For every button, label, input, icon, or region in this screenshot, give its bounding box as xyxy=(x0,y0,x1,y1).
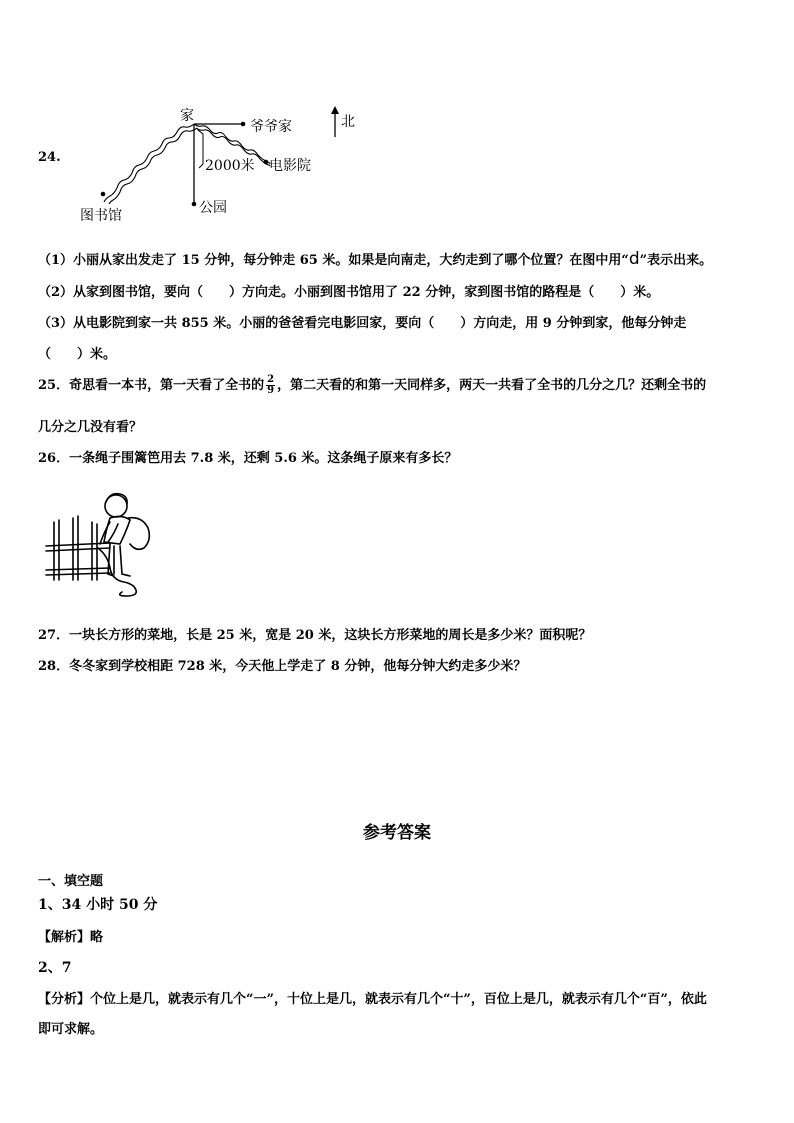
question-25-line-2: 几分之几没有看？ xyxy=(38,420,143,435)
answer-2-note-line-2: 即可求解。 xyxy=(38,1022,104,1037)
map-label-north: 北 xyxy=(341,114,355,130)
map-label-library: 图书馆 xyxy=(80,208,122,224)
question-24-number: 24. xyxy=(38,150,61,165)
mark-symbol: d xyxy=(628,249,640,269)
fraction-numerator: 2 xyxy=(267,374,275,385)
map-label-home: 家 xyxy=(180,108,194,124)
answer-1: 1、34 小时 50 分 xyxy=(38,897,158,913)
boy-fence-illustration xyxy=(40,488,165,603)
map-label-distance: 2000米 xyxy=(205,158,255,174)
question-24-part-3-line-2: （ ）米。 xyxy=(38,347,117,362)
distance-bracket xyxy=(198,130,203,168)
fraction-two-ninths xyxy=(266,375,275,396)
answers-title: 参考答案 xyxy=(363,823,431,843)
question-25-line-1 xyxy=(38,374,706,396)
question-24-part-2: （2）从家到图书馆，要向（ ）方向走。小丽到图书馆用了 22 分钟，家到图书馆的路程是（ ）米。 xyxy=(38,285,660,300)
part-1-text-a: （1）小丽从家出发走了 15 分钟，每分钟走 65 米。如果是向南走，大约走到了哪个位置？在图中用“ xyxy=(38,253,629,268)
question-24-part-3-line-1: （3）从电影院到家一共 855 米。小丽的爸爸看完电影回家，要向（ ）方向走，用 9 分钟到家，他每分钟走 xyxy=(38,316,687,331)
q25-text-b: ，第二天看的和第一天同样多，两天一共看了全书的几分之几？还剩全书的 xyxy=(277,378,707,393)
question-28: 28．冬冬家到学校相距 728 米，今天他上学走了 8 分钟，他每分钟大约走多少米？ xyxy=(38,659,527,674)
part-1-text-b: ”表示出来。 xyxy=(639,253,713,268)
answer-1-note: 【解析】略 xyxy=(38,930,104,945)
q25-text-a: 25．奇思看一本书，第一天看了全书的 xyxy=(38,378,265,393)
question-27: 27．一块长方形的菜地，长是 25 米，宽是 20 米，这块长方形菜地的周长是多少米？面积呢？ xyxy=(38,628,592,643)
fraction-denominator: 9 xyxy=(267,385,275,396)
question-24-part-1 xyxy=(38,249,712,269)
map-label-cinema: 电影院 xyxy=(269,158,311,174)
answer-2-note-line-1: 【分析】个位上是几，就表示有几个“一”，十位上是几，就表示有几个“十”，百位上是几，就表示有几个“百”，依此 xyxy=(38,992,707,1007)
map-label-park: 公园 xyxy=(199,200,227,216)
answer-2: 2、7 xyxy=(38,960,72,976)
question-26: 26．一条绳子围篱笆用去 7.8 米，还剩 5.6 米。这条绳子原来有多长？ xyxy=(38,451,458,466)
answers-section-heading: 一、填空题 xyxy=(38,874,104,889)
map-label-grandpa-home: 爷爷家 xyxy=(250,119,292,135)
